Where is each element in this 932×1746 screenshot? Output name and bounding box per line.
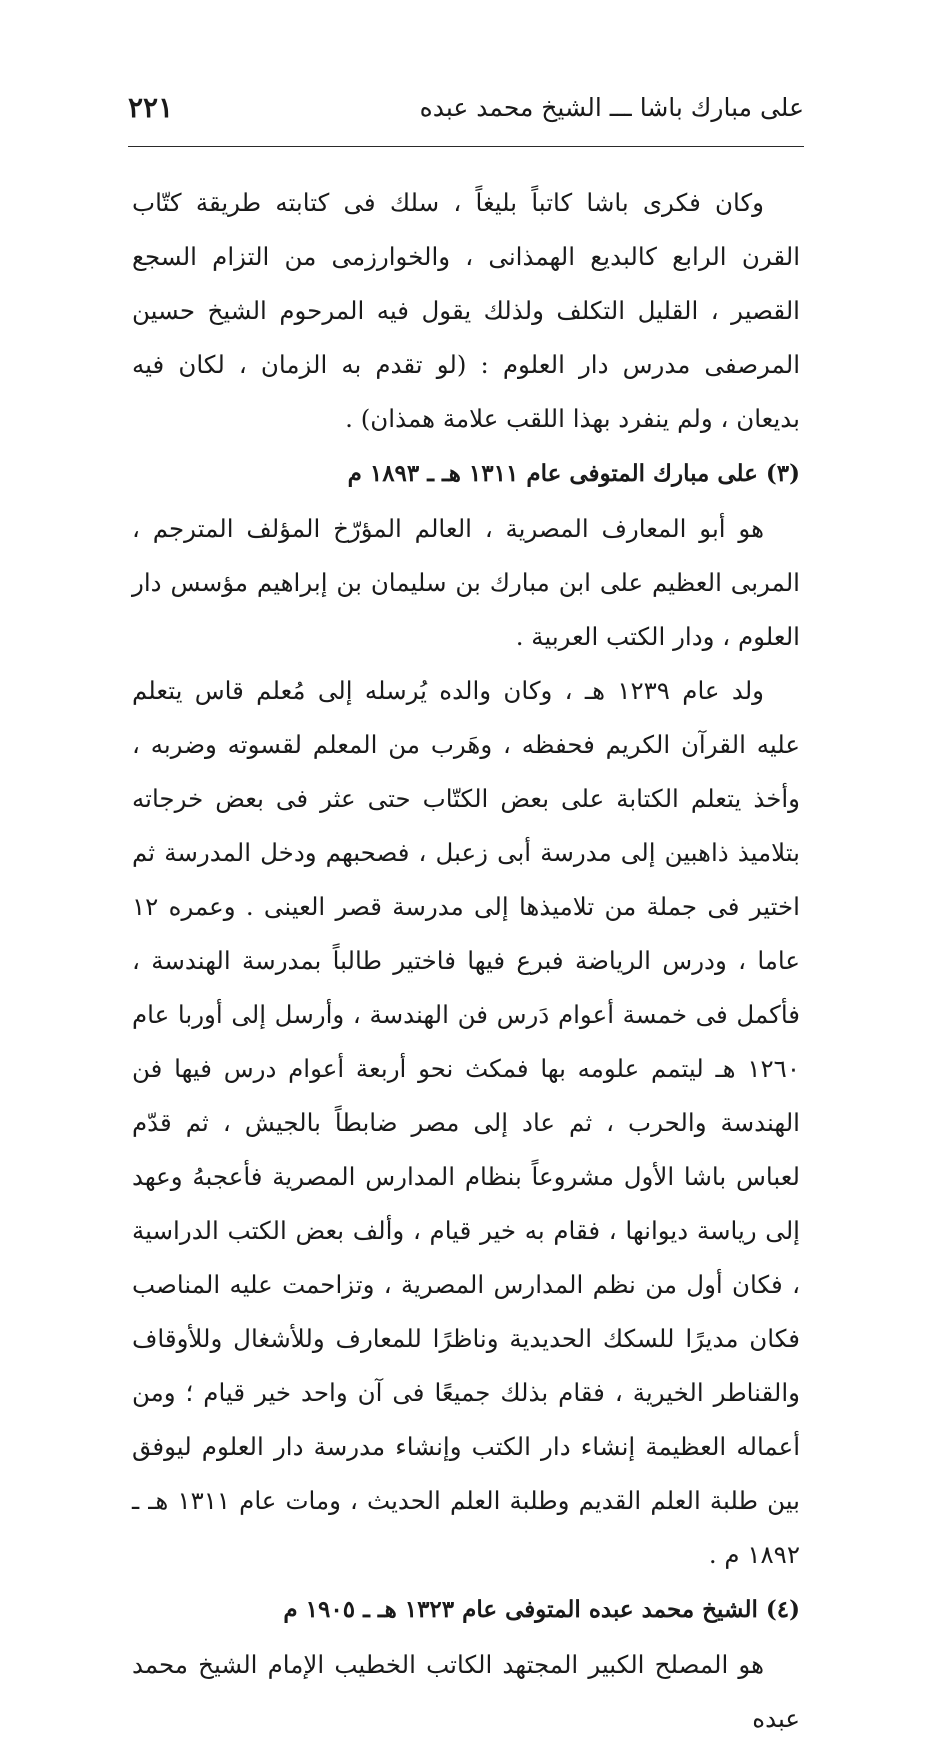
paragraph-fikri-pasha: وكان فكرى باشا كاتباً بليغاً ، سلك فى كتابته طريقة كتّاب القرن الرابع كالبديع الهمذانى ، والخوارزمى من التزام السجع القصير ، القليل التكلف ولذلك يقول فيه المرحوم الشيخ حسين المرصفى مدرس دار العلوم : (لو تقدم به الزمان ، لكان فيه بديعان ، ولم ينفرد بهذا اللقب علامة همذان) . <box>132 188 800 433</box>
body-text <box>132 176 800 1746</box>
paragraph-muhammad-abduh-intro: هو المصلح الكبير المجتهد الكاتب الخطيب الإمام الشيخ محمد عبده <box>132 1650 800 1733</box>
header-divider <box>128 146 804 147</box>
header-title: على مبارك باشا ـــ الشيخ محمد عبده <box>419 92 804 122</box>
section-heading-ali-mubarak: (٣) على مبارك المتوفى عام ١٣١١ هـ ـ ١٨٩٣ م <box>347 460 800 487</box>
paragraph-ali-mubarak-intro: هو أبو المعارف المصرية ، العالم المؤرّخ المؤلف المترجم ، المربى العظيم على ابن مبارك بن سليمان بن إبراهيم مؤسس دار العلوم ، ودار الكتب العربية . <box>132 514 800 651</box>
paragraph-ali-mubarak-biography: ولد عام ١٢٣٩ هـ ، وكان والده يُرسله إلى مُعلم قاس يتعلم عليه القرآن الكريم فحفظه ، وهَرب من المعلم لقسوته وضربه ، وأخذ يتعلم الكتابة على بعض الكتّاب حتى عثر فى بعض خرجاته بتلاميذ ذاهبين إلى مدرسة أبى زعبل ، فصحبهم ودخل المدرسة ثم اختير فى جملة من تلاميذها إلى مدرسة قصر العينى . وعمره ١٢ عاما ، ودرس الرياضة فبرع فيها فاختير طالباً بمدرسة الهندسة ، فأكمل فى خمسة أعوام دَرس فن الهندسة ، وأرسل إلى أوربا عام ١٢٦٠ هـ ليتمم علومه بها فمكث نحو أربعة أعوام درس فيها فن الهندسة والحرب ، ثم عاد إلى مصر ضابطاً بالجيش ، ثم قدّم لعباس باشا الأول مشروعاً بنظام المدارس المصرية فأعجبهُ وعهد إلى رياسة ديوانها ، فقام به خير قيام ، وألف بعض الكتب الدراسية ، فكان أول من نظم المدارس المصرية ، وتزاحمت عليه المناصب فكان مديرًا للسكك الحديدية وناظرًا للمعارف وللأشغال وللأوقاف والقناطر الخيرية ، فقام بذلك جميعًا فى آن واحد خير قيام ؛ ومن أعماله العظيمة إنشاء دار الكتب وإنشاء مدرسة دار العلوم ليوفق بين طلبة العلم القديم وطلبة العلم الحديث ، ومات عام ١٣١١ هـ ـ ١٨٩٢ م . <box>132 676 800 1569</box>
section-heading-muhammad-abduh: (٤) الشيخ محمد عبده المتوفى عام ١٣٢٣ هـ ـ ١٩٠٥ م <box>283 1596 800 1623</box>
running-header <box>128 82 804 132</box>
page-number: ٢٢١ <box>128 90 174 124</box>
